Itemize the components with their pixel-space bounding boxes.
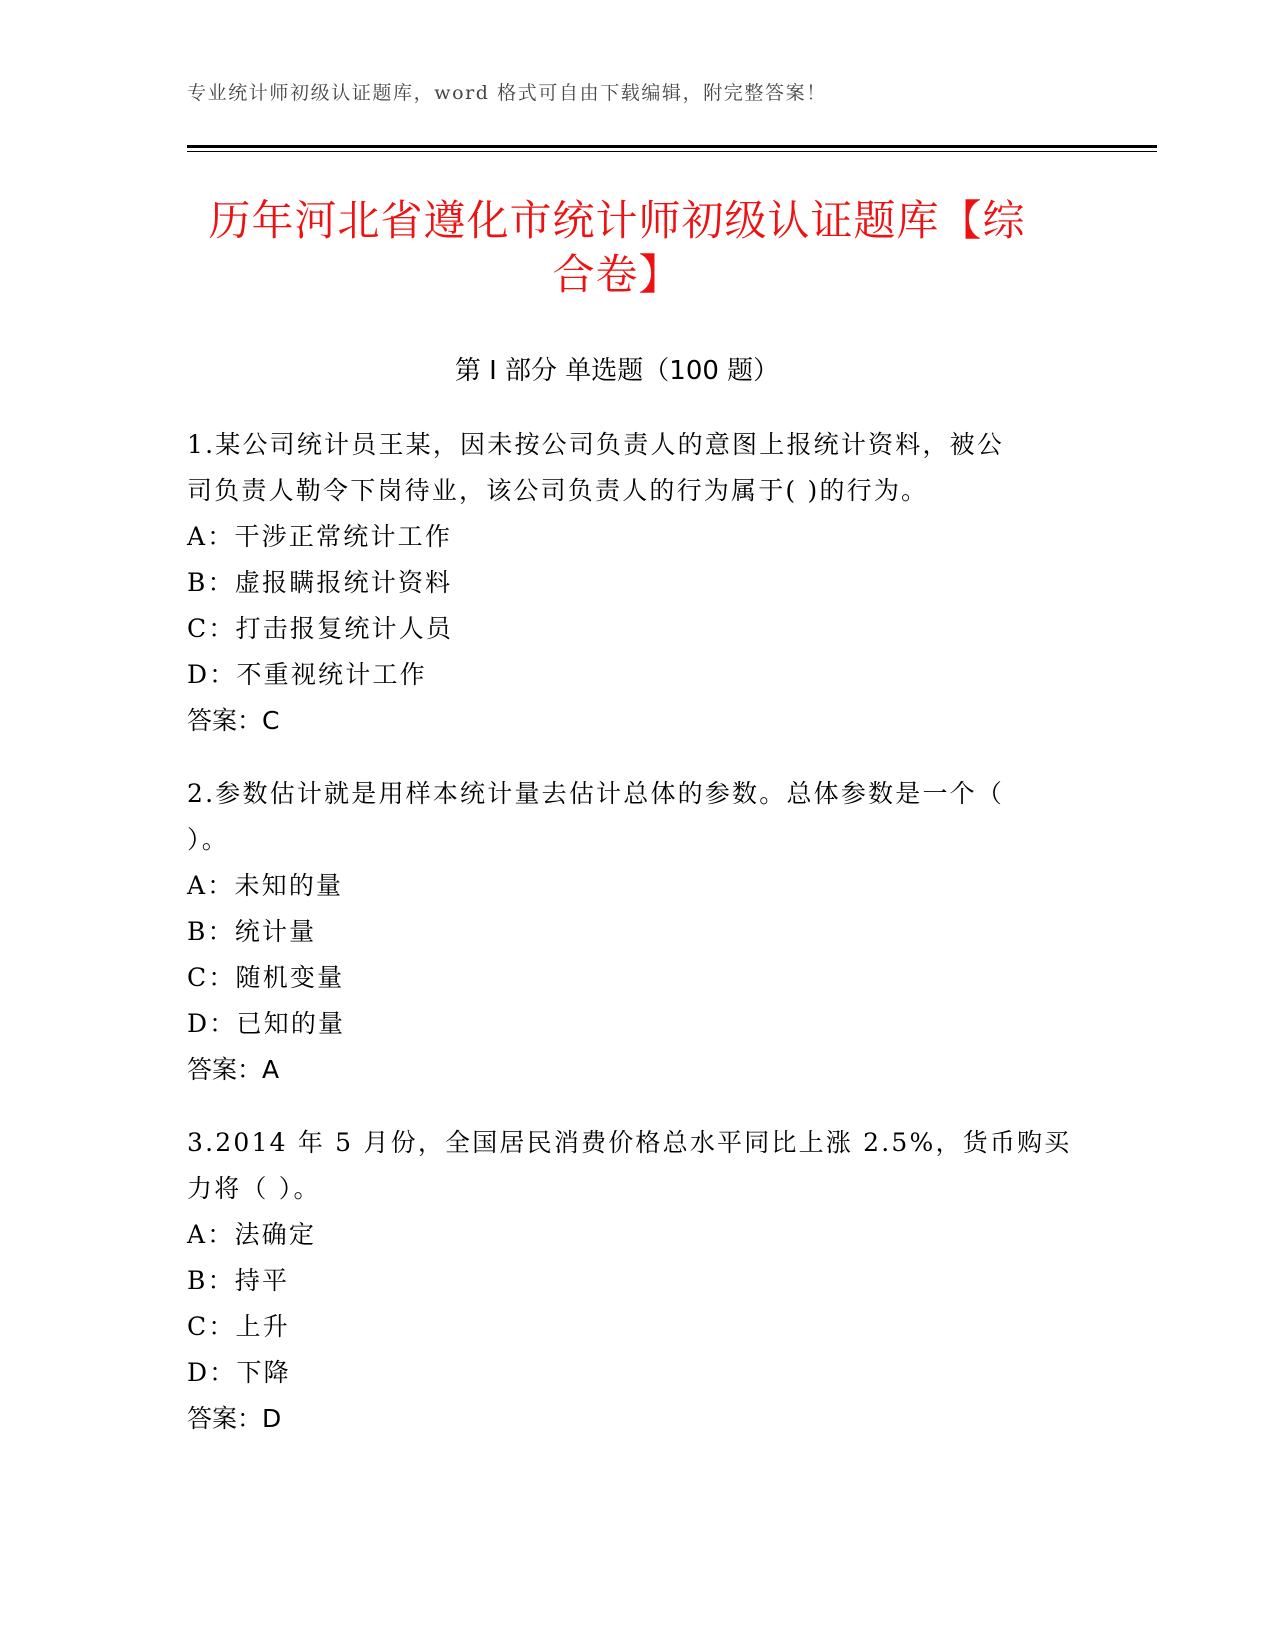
answer: 答案：A xyxy=(187,1055,280,1084)
stem-line: 司负责人勒令下岗待业，该公司负责人的行为属于( )的行为。 xyxy=(187,476,929,505)
stem-line: 1.某公司统计员王某，因未按公司负责人的意图上报统计资料，被公 xyxy=(187,430,1005,459)
option-d: D：不重视统计工作 xyxy=(187,660,427,689)
document-title xyxy=(187,194,1047,302)
header-note: 专业统计师初级认证题库，word 格式可自由下载编辑，附完整答案！ xyxy=(187,82,827,104)
stem-line: 3.2014 年 5 月份，全国居民消费价格总水平同比上涨 2.5%，货币购买 xyxy=(187,1128,1072,1157)
section-heading: 第 I 部分 单选题（100 题） xyxy=(454,356,780,386)
option-b: B：持平 xyxy=(187,1266,290,1295)
question-stem xyxy=(187,771,1067,863)
title-line-1: 历年河北省遵化市统计师初级认证题库【综 xyxy=(208,196,1026,245)
question-stem xyxy=(187,1120,1072,1212)
header-rule-thick xyxy=(187,145,1157,148)
header-rule-thin xyxy=(187,151,1157,152)
question-3 xyxy=(187,1120,1072,1442)
question-2 xyxy=(187,771,1067,1093)
option-c: C：随机变量 xyxy=(187,963,345,992)
question-1 xyxy=(187,422,1067,744)
title-line-2: 合卷】 xyxy=(552,250,682,299)
option-a: A：干涉正常统计工作 xyxy=(187,522,453,551)
stem-line: 力将（ ）。 xyxy=(187,1174,321,1203)
option-d: D：下降 xyxy=(187,1358,291,1387)
answer: 答案：D xyxy=(187,1404,282,1433)
option-a: A：未知的量 xyxy=(187,871,344,900)
stem-line: 2.参数估计就是用样本统计量去估计总体的参数。总体参数是一个（ xyxy=(187,779,1005,808)
option-c: C：上升 xyxy=(187,1312,290,1341)
stem-line: ）。 xyxy=(187,825,229,854)
option-b: B：统计量 xyxy=(187,917,317,946)
option-d: D：已知的量 xyxy=(187,1009,346,1038)
question-stem xyxy=(187,422,1067,514)
option-a: A：法确定 xyxy=(187,1220,317,1249)
option-b: B：虚报瞒报统计资料 xyxy=(187,568,453,597)
answer: 答案：C xyxy=(187,706,280,735)
option-c: C：打击报复统计人员 xyxy=(187,614,454,643)
